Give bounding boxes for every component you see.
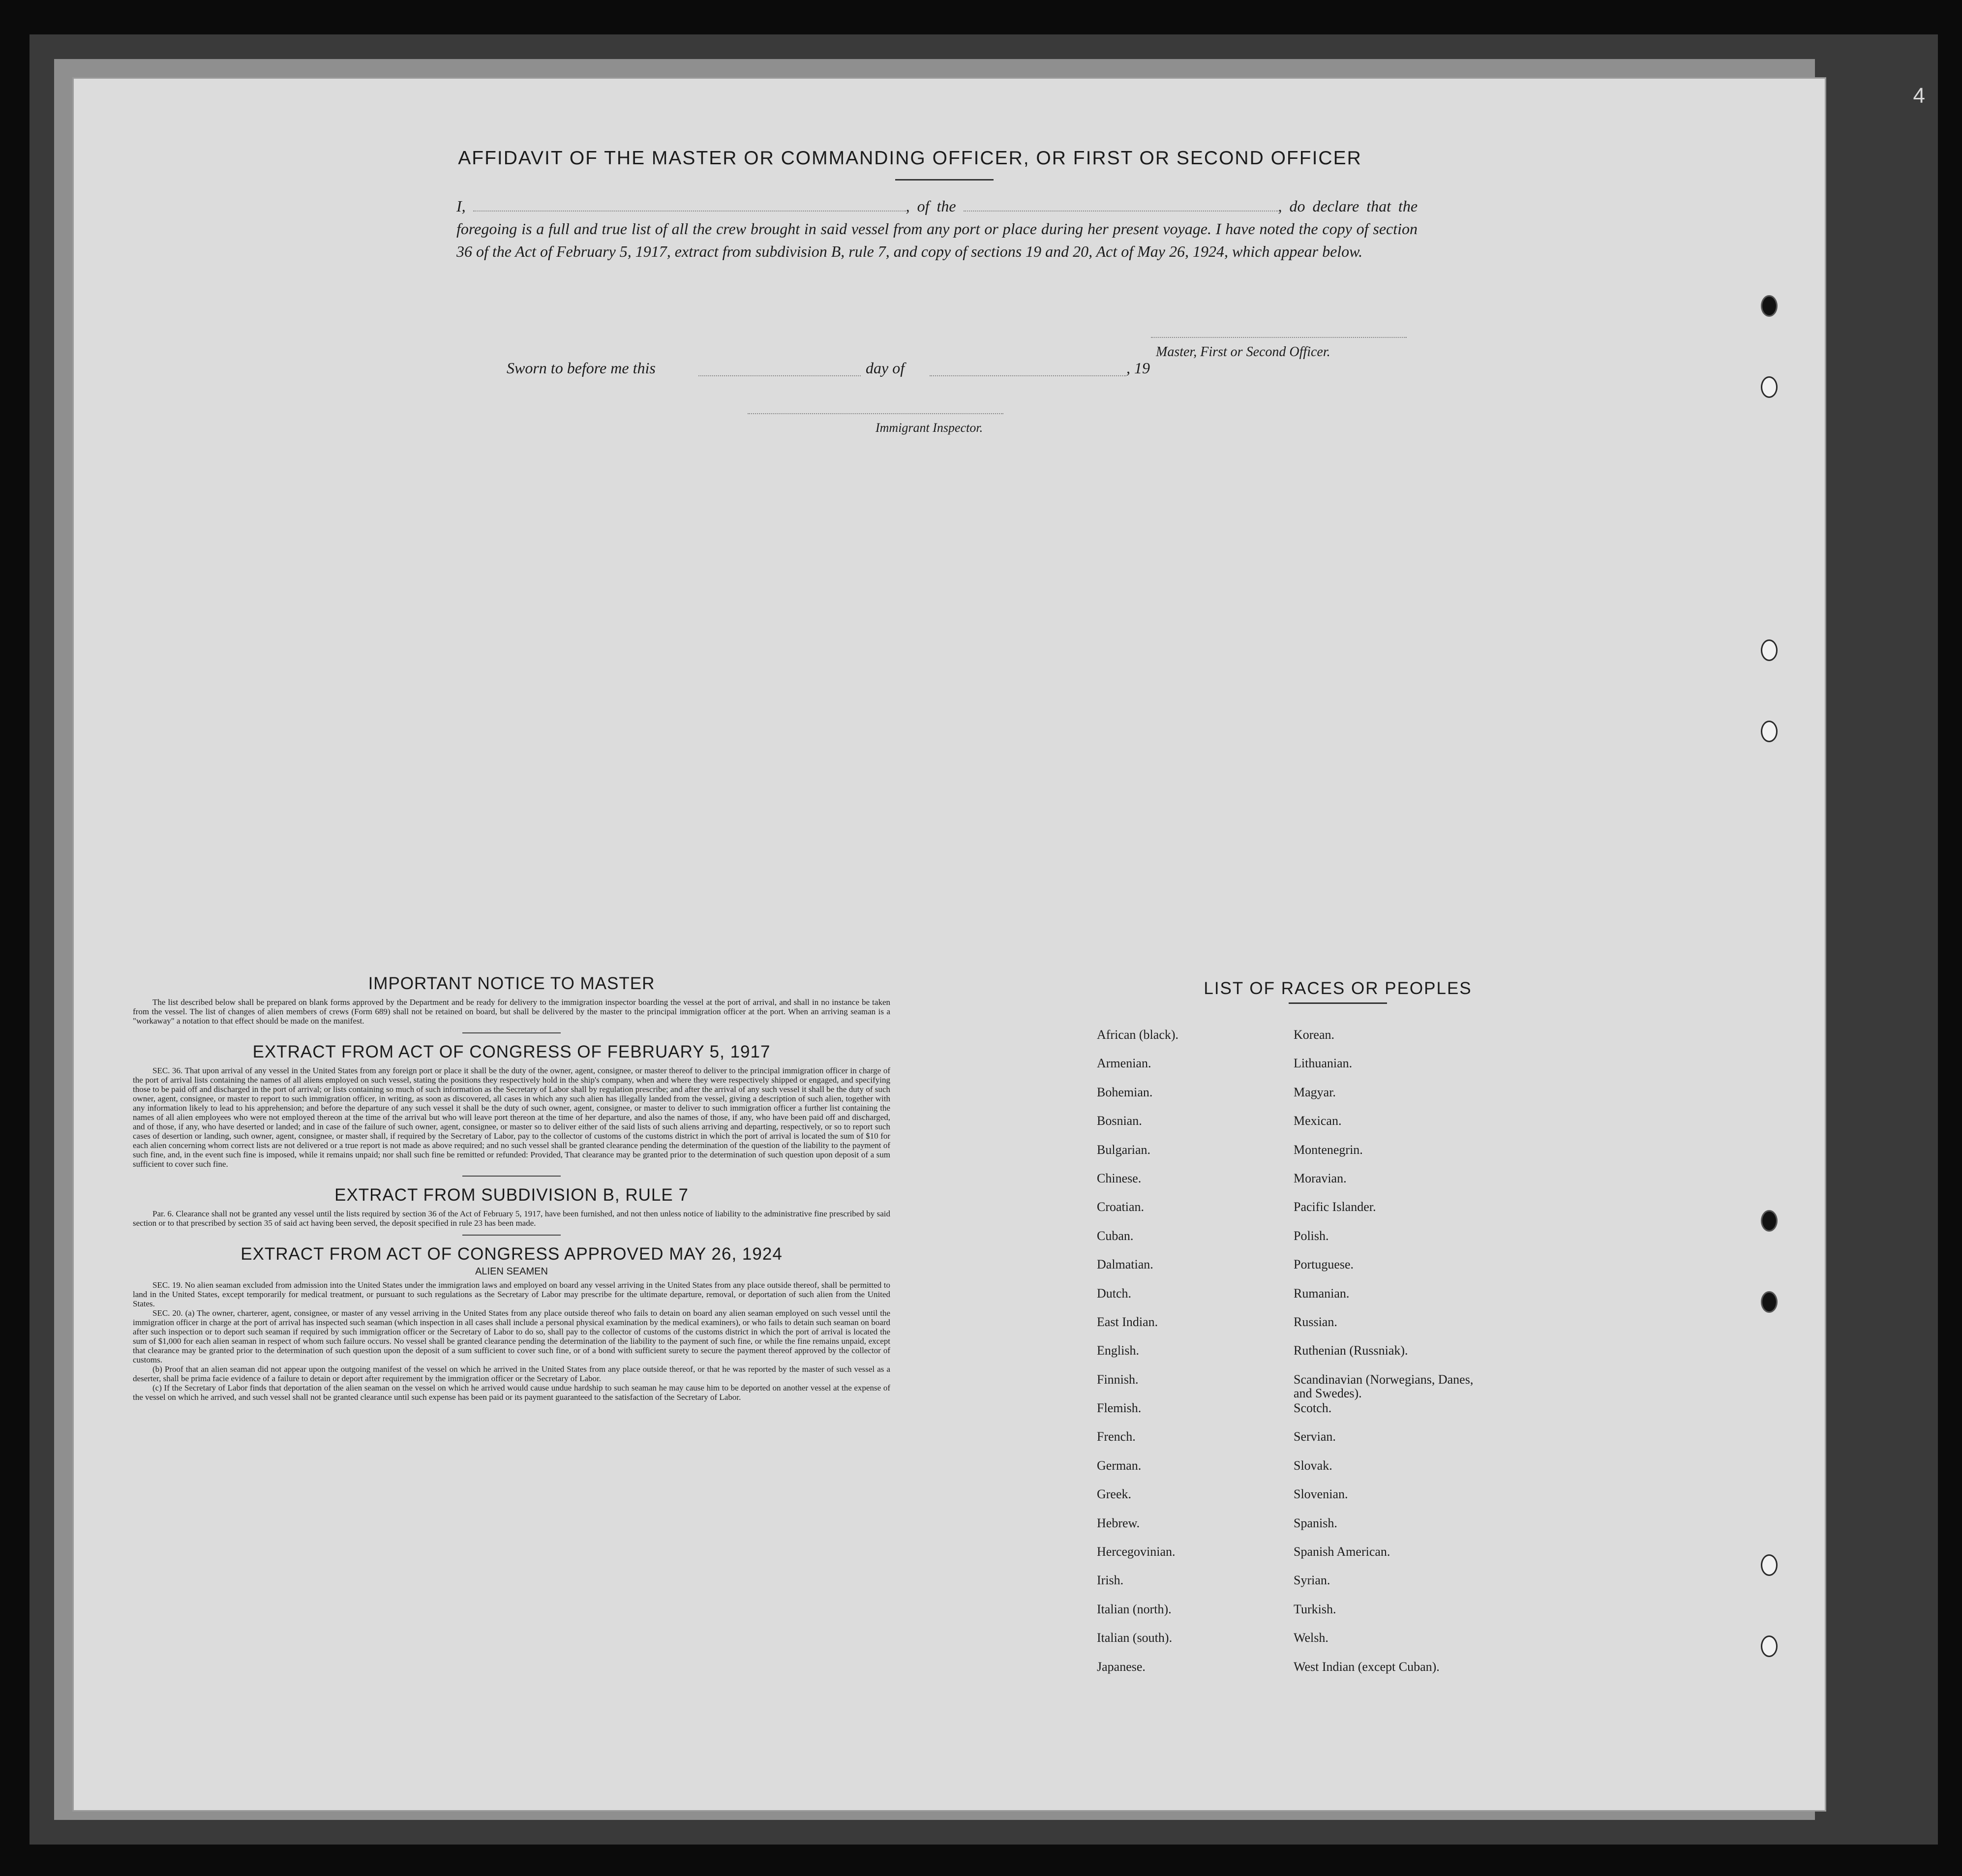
affidavit-title: AFFIDAVIT OF THE MASTER OR COMMANDING OFFICER, OR FIRST OR SECOND OFFICER <box>458 148 1362 169</box>
race-item: Chinese. <box>1097 1171 1142 1185</box>
race-item: Turkish. <box>1294 1602 1336 1616</box>
race-item: Spanish. <box>1294 1515 1337 1530</box>
divider <box>462 1032 561 1033</box>
race-item: Cuban. <box>1097 1228 1134 1243</box>
extract3-title: EXTRACT FROM ACT OF CONGRESS APPROVED MAY 26, 1924 <box>241 1244 783 1264</box>
race-item: Moravian. <box>1294 1171 1347 1185</box>
race-item: Portuguese. <box>1294 1257 1354 1272</box>
divider <box>462 1235 561 1236</box>
race-item: Japanese. <box>1097 1659 1146 1674</box>
races-title: LIST OF RACES OR PEOPLES <box>1204 979 1472 998</box>
race-item: Syrian. <box>1294 1573 1330 1588</box>
race-item: Magyar. <box>1294 1085 1336 1099</box>
extract2-text: Par. 6. Clearance shall not be granted any vessel until the lists required by section 36 of the Act of February 5, 1917, have been furnished, and not then unless notice of liability to the administrative fine prescribed by said section or to that prescribed by section 35 of said act having been served, the deposit specified in rule 23 has been made. <box>133 1209 890 1228</box>
race-item: English. <box>1097 1343 1139 1358</box>
day-field[interactable] <box>698 375 861 376</box>
extract1-title: EXTRACT FROM ACT OF CONGRESS OF FEBRUARY 5, 1917 <box>252 1042 771 1061</box>
divider <box>462 1176 561 1177</box>
race-item: Italian (south). <box>1097 1631 1173 1645</box>
punch-hole-icon <box>1761 639 1778 661</box>
punch-hole-icon <box>1761 1635 1778 1657</box>
race-item: Lithuanian. <box>1294 1056 1353 1071</box>
vessel-field[interactable] <box>964 196 1278 212</box>
form-page <box>74 79 1825 1810</box>
races-section <box>1097 979 1579 1674</box>
extract3-subtitle: ALIEN SEAMEN <box>475 1266 548 1277</box>
extract3-sec20c: (c) If the Secretary of Labor finds that deportation of the alien seaman on the vessel on which he arrived would cause undue hardship to such seaman he may cause him to be deported on another vessel at the expense of the vessel on which he arrived, and such vessel shall not be granted clearance until such expense has been paid or its payment guaranteed to the satisfaction of the Secretary of Labor. <box>133 1383 890 1402</box>
race-item: Ruthenian (Russniak). <box>1294 1343 1408 1358</box>
race-item: Flemish. <box>1097 1401 1142 1416</box>
name-field[interactable] <box>473 196 906 212</box>
race-item: Russian. <box>1294 1314 1337 1329</box>
punch-hole-icon <box>1761 1291 1778 1313</box>
race-item: Hercegovinian. <box>1097 1544 1176 1559</box>
race-item: Finnish. <box>1097 1372 1139 1387</box>
races-rule <box>1289 1002 1387 1004</box>
races-right-column <box>1294 1028 1490 1689</box>
race-item: East Indian. <box>1097 1314 1158 1329</box>
race-item: West Indian (except Cuban). <box>1294 1659 1440 1674</box>
race-item: Scandinavian (Norwegians, Danes, and Swedes). <box>1294 1372 1474 1400</box>
race-item: Servian. <box>1294 1429 1336 1444</box>
extract3-sec20a: SEC. 20. (a) The owner, charterer, agent, consignee, or master of any vessel arriving in the United States from any place outside thereof who fails to detain on board any alien seaman employed on such vessel until the immigration officer in charge at the port of arrival has inspected such seaman (which inspection in all cases shall include a personal physical examination by the medical examiners), or who fails to detain such seaman on board after such inspection or to deport such seaman if required by such immigration officer or the Secretary of Labor to do so, shall pay to the collector of customs of the customs district in which the port of arrival is located the sum of $1,000 for each alien seaman in respect of whom such failure occurs. No vessel shall be granted clearance pending the determination of the liability to the payment of such fine, or while the fine remains unpaid, except that clearance may be granted prior to the determination of such question upon the deposit of a sum sufficient to cover such fine, or of a bond with sufficient surety to secure the payment thereof approved by the collector of customs. <box>133 1308 890 1364</box>
race-item: Polish. <box>1294 1228 1329 1243</box>
punch-hole-icon <box>1761 376 1778 398</box>
race-item: Dalmatian. <box>1097 1257 1153 1272</box>
signature-caption: Master, First or Second Officer. <box>1156 344 1330 360</box>
punch-hole-icon <box>1761 1210 1778 1232</box>
race-item: Bohemian. <box>1097 1085 1153 1099</box>
notice-title: IMPORTANT NOTICE TO MASTER <box>368 974 655 993</box>
punch-hole-icon <box>1761 295 1778 317</box>
declaration-paragraph <box>456 195 1418 263</box>
corner-note: 4 <box>1913 84 1925 108</box>
title-rule <box>895 179 994 181</box>
race-item: Welsh. <box>1294 1631 1328 1645</box>
punch-hole-icon <box>1761 1554 1778 1576</box>
declaration-text: that the foregoing is a full and true list of all the crew brought in said vessel from any port or place during her present voyage. I have noted the copy of section 36 of the Act of February 5, 1917, extract from subdivision B, rule 7, and copy of sections 19 and 20, Act of May 26, 1924, which appear below. <box>456 197 1418 260</box>
race-item: Korean. <box>1294 1028 1335 1042</box>
year-label: , 19 <box>1126 359 1150 377</box>
race-item: German. <box>1097 1458 1142 1473</box>
of-the-label: , of the <box>906 197 956 215</box>
race-item: Irish. <box>1097 1573 1124 1588</box>
race-item: Croatian. <box>1097 1200 1145 1214</box>
day-of-label: day of <box>866 359 905 377</box>
race-item: Bulgarian. <box>1097 1142 1151 1157</box>
do-declare-label: , do declare <box>1278 197 1359 215</box>
race-item: Hebrew. <box>1097 1515 1140 1530</box>
race-item: Armenian. <box>1097 1056 1151 1071</box>
sworn-label: Sworn to before me this <box>507 359 656 377</box>
extract3-sec19: SEC. 19. No alien seaman excluded from admission into the United States under the immigration laws and employed on board any vessel arriving in the United States from any place outside thereof, shall be permitted to land in the United States, except temporarily for medical treatment, or pursuant to such regulations as the Secretary of Labor may prescribe for the ultimate departure, removal, or deportation of such alien from the United States. <box>133 1280 890 1308</box>
race-item: Slovenian. <box>1294 1487 1348 1502</box>
race-item: Greek. <box>1097 1487 1132 1502</box>
race-item: Spanish American. <box>1294 1544 1390 1559</box>
signature-line[interactable] <box>1151 337 1407 338</box>
race-item: African (black). <box>1097 1028 1179 1042</box>
race-item: Pacific Islander. <box>1294 1200 1376 1214</box>
inspector-signature-line[interactable] <box>748 413 1003 414</box>
notice-text: The list described below shall be prepared on blank forms approved by the Department and be ready for delivery to the immigration inspector boarding the vessel at the port of arrival, and shall in no instance be taken from the vessel. The list of changes of alien members of crews (Form 689) shall not be retained on board, but shall be delivered by the master to the principal immigration officer at the port. When an arriving seaman is a "workaway" a notation to that effect should be made on the manifest. <box>133 998 890 1026</box>
i-label: I, <box>456 197 466 215</box>
races-left-column <box>1097 1028 1178 1689</box>
race-item: Slovak. <box>1294 1458 1332 1473</box>
extract1-text: SEC. 36. That upon arrival of any vessel in the United States from any foreign port or place it shall be the duty of the owner, agent, consignee, or master thereof to deliver to the principal immigration officer in charge of the port of arrival lists containing the names of all aliens employed on such vessel, stating the positions they respectively hold in the ship's company, when and where they were respectively shipped or engaged, and specifying those to be paid off and discharged in the port of arrival; or lists containing so much of such information as the Secretary of Labor shall by regulation prescribe; and after the arrival of any such vessel it shall be the duty of such owner, agent, consignee, or master to report to such immigration officer, in writing, as soon as discovered, all cases in which any such alien has illegally landed from the vessel, giving a description of such alien, together with any information likely to lead to his apprehension; and before the departure of any such vessel it shall be the duty of such owner, agent, consignee, or master to deliver to such immigration officer a further list containing the names of all alien employees who were not employed thereon at the time of the arrival but who will leave port thereon at the time of her departure, and also the names of those, if any, who have been paid off and discharged, and of those, if any, who have deserted or landed; and in case of the failure of such owner, agent, consignee, or master so to deliver either of the said lists of such aliens arriving and departing, respectively, or so to report such cases of desertion or landing, such owner, agent, consignee, or master shall, if required by the Secretary of Labor, pay to the collector of customs of the customs district in which the port of arrival is located the sum of $10 for each alien concerning whom correct lists are not delivered or a true report is not made as above required; and no such vessel shall be granted clearance pending the determination of the question of the liability to the payment of such fine, and, in the event such fine is imposed, while it remains unpaid; nor shall such fine be remitted or refunded: Provided, That clearance may be granted prior to the determination of such question upon deposit of a sum sufficient to cover such fine. <box>133 1066 890 1169</box>
extract2-title: EXTRACT FROM SUBDIVISION B, RULE 7 <box>334 1185 689 1205</box>
punch-hole-icon <box>1761 721 1778 742</box>
race-item: Scotch. <box>1294 1401 1332 1416</box>
race-item: Montenegrin. <box>1294 1142 1363 1157</box>
notice-section <box>133 974 890 1402</box>
inspector-caption: Immigrant Inspector. <box>875 421 983 435</box>
extract3-sec20b: (b) Proof that an alien seaman did not appear upon the outgoing manifest of the vessel on which he arrived in the United States from any place outside thereof, or that he was reported by the master of such vessel as a deserter, shall be prima facie evidence of a failure to detain or deport after requirement by the immigration officer or the Secretary of Labor. <box>133 1364 890 1383</box>
race-item: Rumanian. <box>1294 1286 1350 1301</box>
race-item: Bosnian. <box>1097 1114 1142 1128</box>
race-item: Italian (north). <box>1097 1602 1172 1616</box>
race-item: French. <box>1097 1429 1136 1444</box>
month-field[interactable] <box>930 375 1126 376</box>
race-item: Dutch. <box>1097 1286 1132 1301</box>
race-item: Mexican. <box>1294 1114 1342 1128</box>
